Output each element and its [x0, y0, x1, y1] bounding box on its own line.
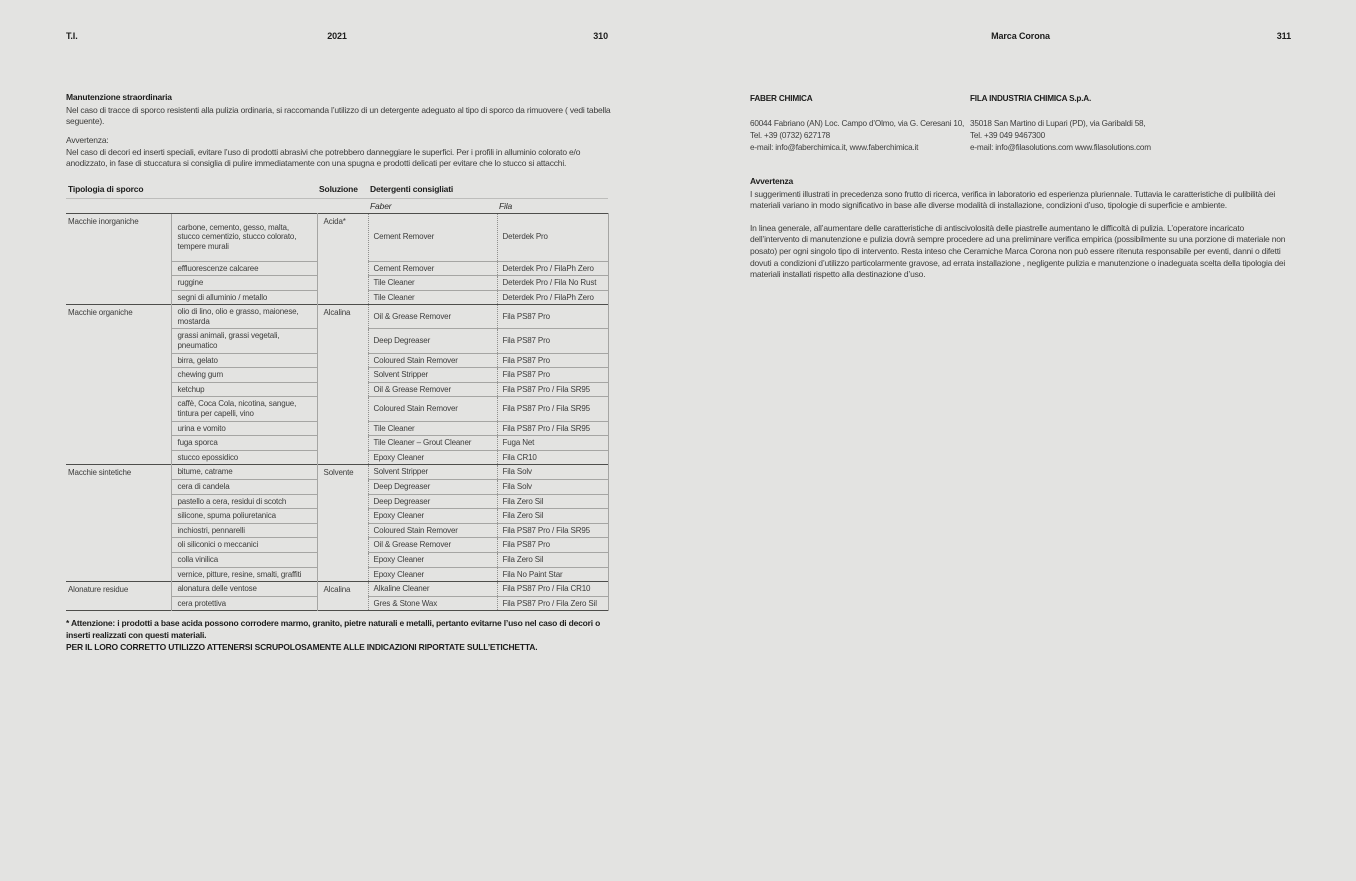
warning-title: Avvertenza:	[66, 135, 109, 145]
fila-product-cell: Deterdek Pro / Fila No Rust	[497, 276, 608, 291]
stain-cell: stucco epossidico	[171, 450, 317, 465]
fila-product-cell: Fila Solv	[497, 465, 608, 480]
fila-product-cell: Deterdek Pro / FilaPh Zero	[497, 261, 608, 276]
maintenance-title: Manutenzione straordinaria	[66, 92, 172, 102]
faber-product-cell: Epoxy Cleaner	[368, 509, 497, 524]
detergent-table-wrap	[66, 182, 609, 611]
fila-product-cell: Fila PS87 Pro / Fila CR10	[497, 582, 608, 597]
footnote-line-1: * Attenzione: i prodotti a base acida possono corrodere marmo, granito, pietre naturali e metalli, pertanto evitarne l’uso nel caso di decori o inserti realizzati con questi materiali.	[66, 618, 601, 640]
company-address-line: 35018 San Martino di Lupari (PD), via Garibaldi 58,	[970, 119, 1146, 128]
category-cell: Macchie organiche	[66, 305, 171, 465]
faber-product-cell: Epoxy Cleaner	[368, 450, 497, 465]
faber-product-cell: Deep Degreaser	[368, 329, 497, 353]
stain-cell: urina e vomito	[171, 421, 317, 436]
faber-product-cell: Solvent Stripper	[368, 465, 497, 480]
company-faber	[750, 93, 970, 154]
faber-product-cell: Tile Cleaner – Grout Cleaner	[368, 436, 497, 451]
stain-cell: caffè, Coca Cola, nicotina, sangue, tintura per capelli, vino	[171, 397, 317, 421]
col-header-soluzione: Soluzione	[317, 182, 368, 198]
faber-product-cell: Coloured Stain Remover	[368, 397, 497, 421]
company-address-line: 60044 Fabriano (AN) Loc. Campo d’Olmo, via G. Ceresani 10,	[750, 119, 965, 128]
notice-title: Avvertenza	[750, 176, 794, 186]
company-email-line: e-mail: info@filasolutions.com www.filasolutions.com	[970, 143, 1151, 152]
col-header-detergenti: Detergenti consigliati	[368, 182, 608, 198]
stain-cell: ruggine	[171, 276, 317, 291]
fila-product-cell: Fuga Net	[497, 436, 608, 451]
maintenance-body: Nel caso di tracce di sporco resistenti alla pulizia ordinaria, si raccomanda l’utilizzo di un detergente adeguato al tipo di sporco da rimuovere ( vedi tabella seguente).	[66, 104, 611, 127]
table-row	[66, 582, 608, 597]
company-phone-line: Tel. +39 049 9467300	[970, 131, 1045, 140]
faber-product-cell: Oil & Grease Remover	[368, 538, 497, 553]
fila-product-cell: Fila Zero Sil	[497, 552, 608, 567]
company-phone-line: Tel. +39 (0732) 627178	[750, 131, 831, 140]
brand-header-faber: Faber	[370, 200, 392, 211]
category-cell: Macchie inorganiche	[66, 213, 171, 305]
faber-product-cell: Oil & Grease Remover	[368, 382, 497, 397]
category-cell: Alonature residue	[66, 582, 171, 611]
stain-cell: pastello a cera, residui di scotch	[171, 494, 317, 509]
stain-cell: alonatura delle ventose	[171, 582, 317, 597]
fila-product-cell: Fila PS87 Pro	[497, 538, 608, 553]
page-number-left: 310	[593, 31, 608, 41]
solution-cell: Alcalina	[317, 582, 368, 611]
faber-product-cell: Deep Degreaser	[368, 494, 497, 509]
fila-product-cell: Fila PS87 Pro / Fila SR95	[497, 397, 608, 421]
faber-product-cell: Cement Remover	[368, 213, 497, 261]
stain-cell: effluorescenze calcaree	[171, 261, 317, 276]
faber-product-cell: Oil & Grease Remover	[368, 305, 497, 329]
stain-cell: fuga sporca	[171, 436, 317, 451]
faber-product-cell: Tile Cleaner	[368, 276, 497, 291]
faber-product-cell: Tile Cleaner	[368, 421, 497, 436]
stain-cell: bitume, catrame	[171, 465, 317, 480]
stain-cell: chewing gum	[171, 368, 317, 383]
stain-cell: cera di candela	[171, 480, 317, 495]
stain-cell: vernice, pitture, resine, smalti, graffiti	[171, 567, 317, 582]
faber-product-cell: Epoxy Cleaner	[368, 567, 497, 582]
stain-cell: silicone, spuma poliuretanica	[171, 509, 317, 524]
col-header-tipologia: Tipologia di sporco	[66, 182, 317, 198]
stain-cell: birra, gelato	[171, 353, 317, 368]
table-brand-row	[66, 198, 608, 213]
company-fila	[970, 93, 1291, 154]
warning-body: Nel caso di decori ed inserti speciali, evitare l’uso di prodotti abrasivi che potrebbero danneggiare le superfici. Per i profili in alluminio colorato e/o anodizzato, in fase di stuccatura si consiglia di pulire immediatamente con una spugna e prodotti delicati per evitare che lo stucco si attacchi.	[66, 146, 581, 169]
fila-product-cell: Fila PS87 Pro / Fila SR95	[497, 382, 608, 397]
solution-cell: Acida*	[317, 213, 368, 305]
fila-product-cell: Fila PS87 Pro	[497, 368, 608, 383]
faber-product-cell: Coloured Stain Remover	[368, 523, 497, 538]
table-row	[66, 305, 608, 329]
fila-product-cell: Fila PS87 Pro	[497, 329, 608, 353]
faber-product-cell: Solvent Stripper	[368, 368, 497, 383]
brand-header-fila: Fila	[499, 200, 513, 211]
company-email-line: e-mail: info@faberchimica.it, www.faberchimica.it	[750, 143, 919, 152]
warning-section	[66, 135, 612, 170]
notice-paragraph-2: In linea generale, all’aumentare delle caratteristiche di antiscivolosità delle piastrelle aumentano le difficoltà di pulizia. L’operatore incaricato dell’intervento di manutenzione e pulizia dovrà sempre procedere ad una preliminare verifica empirica (possibilmente su una porzione di materiale non posato) per ogni singolo tipo di intervento. Resta inteso che Ceramiche Marca Corona non può essere ritenuta responsabile per eventi, danni o difetti dovuti a condizioni d’utilizzo particolarmente gravose, ad errata installazione , negligente pulizia e manutenzione o inadeguata scelta della tipologia dei materiali installati rispetto alla destinazione d’uso.	[750, 222, 1286, 280]
detergent-table	[66, 182, 609, 611]
stain-cell: ketchup	[171, 382, 317, 397]
footnote-line-2: PER IL LORO CORRETTO UTILIZZO ATTENERSI SCRUPOLOSAMENTE ALLE INDICAZIONI RIPORTATE SULL’ETICHETTA.	[66, 641, 538, 652]
fila-product-cell: Deterdek Pro / FilaPh Zero	[497, 290, 608, 305]
faber-product-cell: Cement Remover	[368, 261, 497, 276]
table-header-row	[66, 182, 608, 198]
stain-cell: oli siliconici o meccanici	[171, 538, 317, 553]
company-name: FILA INDUSTRIA CHIMICA S.p.A.	[970, 94, 1092, 103]
faber-product-cell: Alkaline Cleaner	[368, 582, 497, 597]
company-name: FABER CHIMICA	[750, 94, 813, 103]
stain-cell: inchiostri, pennarelli	[171, 523, 317, 538]
stain-cell: grassi animali, grassi vegetali, pneumatico	[171, 329, 317, 353]
category-cell: Macchie sintetiche	[66, 465, 171, 582]
fila-product-cell: Fila Zero Sil	[497, 494, 608, 509]
notice-paragraph-1: I suggerimenti illustrati in precedenza sono frutto di ricerca, verifica in laboratorio ed esperienza pluriennale. Tuttavia le caratteristiche di pulibilità dei materiali variano in modo significativo in base alle diverse modalità di installazione, condizioni d’uso, tipologie di superficie e ambiente.	[750, 188, 1276, 211]
faber-product-cell: Epoxy Cleaner	[368, 552, 497, 567]
page-number-right: 311	[1276, 31, 1291, 41]
doc-code: T.I.	[66, 31, 78, 41]
paragraph-spacer	[750, 212, 1291, 223]
fila-product-cell: Fila PS87 Pro	[497, 353, 608, 368]
stain-cell: segni di alluminio / metallo	[171, 290, 317, 305]
maintenance-section	[66, 92, 612, 128]
fila-product-cell: Fila CR10	[497, 450, 608, 465]
solution-cell: Alcalina	[317, 305, 368, 465]
stain-cell: colla vinilica	[171, 552, 317, 567]
fila-product-cell: Fila Solv	[497, 480, 608, 495]
doc-year: 2021	[327, 31, 347, 41]
stain-cell: cera protettiva	[171, 596, 317, 611]
table-row	[66, 213, 608, 261]
brand-title: Marca Corona	[991, 31, 1050, 41]
faber-product-cell: Deep Degreaser	[368, 480, 497, 495]
faber-product-cell: Tile Cleaner	[368, 290, 497, 305]
notice-section	[750, 176, 1291, 281]
fila-product-cell: Fila PS87 Pro	[497, 305, 608, 329]
fila-product-cell: Fila PS87 Pro / Fila SR95	[497, 421, 608, 436]
table-row	[66, 465, 608, 480]
stain-cell: olio di lino, olio e grasso, maionese, mostarda	[171, 305, 317, 329]
solution-cell: Solvente	[317, 465, 368, 582]
fila-product-cell: Fila Zero Sil	[497, 509, 608, 524]
footnote-warning	[66, 618, 612, 653]
supplier-contacts	[750, 93, 1291, 154]
fila-product-cell: Fila PS87 Pro / Fila SR95	[497, 523, 608, 538]
fila-product-cell: Deterdek Pro	[497, 213, 608, 261]
faber-product-cell: Coloured Stain Remover	[368, 353, 497, 368]
faber-product-cell: Gres & Stone Wax	[368, 596, 497, 611]
fila-product-cell: Fila PS87 Pro / Fila Zero Sil	[497, 596, 608, 611]
stain-cell: carbone, cemento, gesso, malta, stucco cementizio, stucco colorato, tempere murali	[171, 213, 317, 261]
fila-product-cell: Fila No Paint Star	[497, 567, 608, 582]
